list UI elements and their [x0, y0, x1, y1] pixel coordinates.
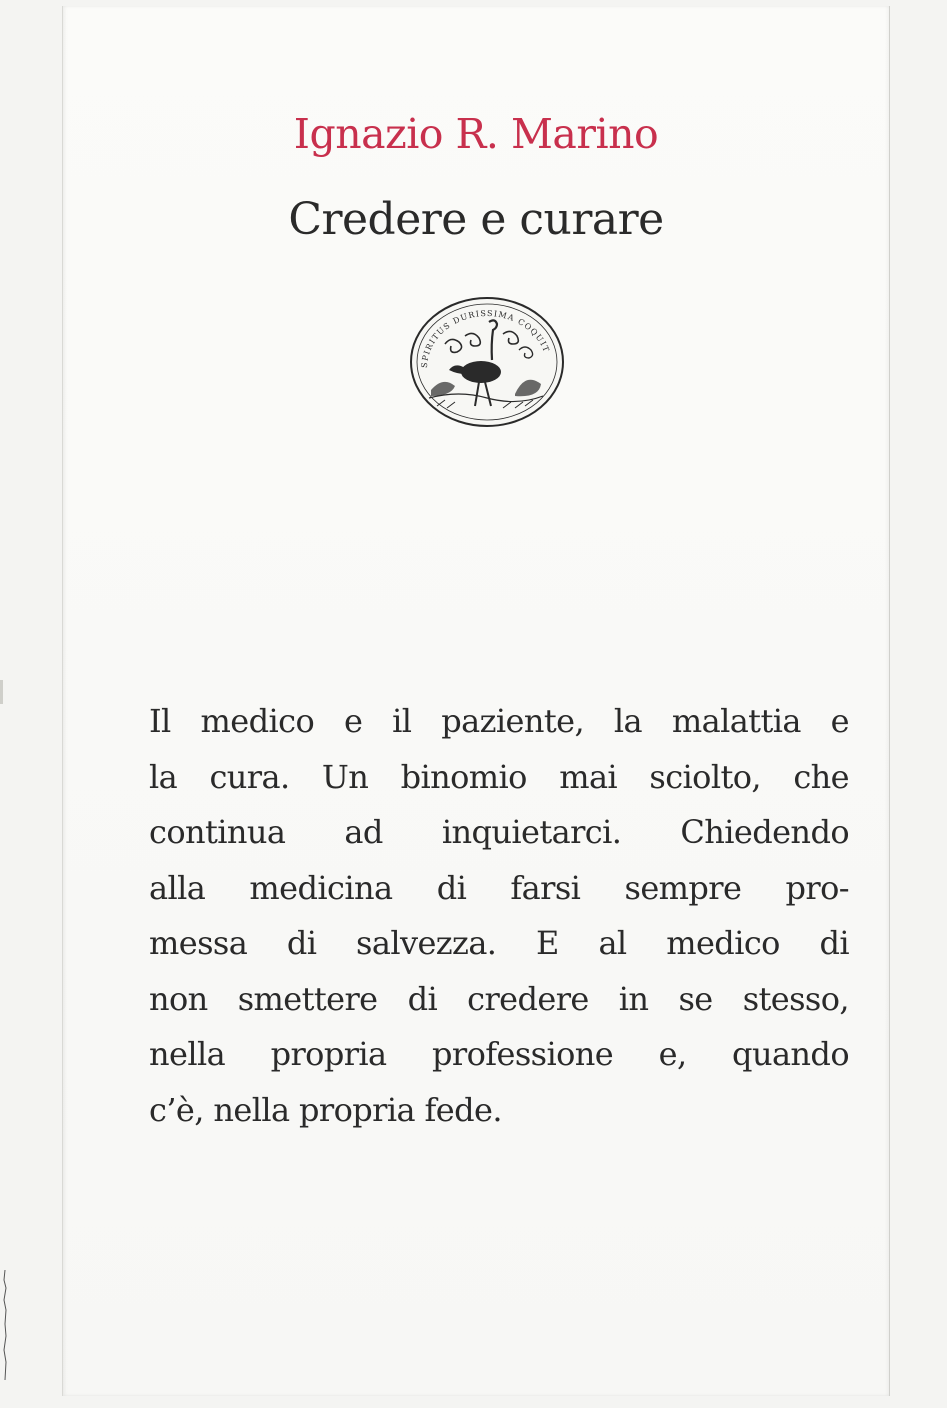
blurb-line: continua ad inquietarci. Chiedendo: [149, 813, 849, 851]
book-title: Credere e curare: [288, 194, 664, 245]
blurb-line: c’è, nella propria fede.: [149, 1090, 502, 1129]
emblem-motto: SPIRITUS DURISSIMA COQUIT: [419, 308, 552, 369]
blurb-line: alla medicina di farsi sempre pro-: [149, 868, 849, 907]
author-name: Ignazio R. Marino: [293, 110, 659, 158]
back-cover-blurb: [149, 694, 849, 1138]
book-cover: [62, 6, 890, 1396]
blurb-line: Il medico e il paziente, la malattia e: [149, 702, 849, 740]
blurb-line: la cura. Un binomio mai sciolto, che: [149, 757, 849, 796]
spine-edge-wear: [2, 1270, 8, 1380]
cover-edge-crease: [0, 680, 3, 704]
ostrich-emblem-icon: [407, 294, 567, 430]
blurb-line: nella propria professione e, quando: [149, 1035, 849, 1073]
blurb-line: non smettere di credere in se stesso,: [149, 979, 849, 1018]
blurb-line: messa di salvezza. E al medico di: [149, 924, 849, 962]
